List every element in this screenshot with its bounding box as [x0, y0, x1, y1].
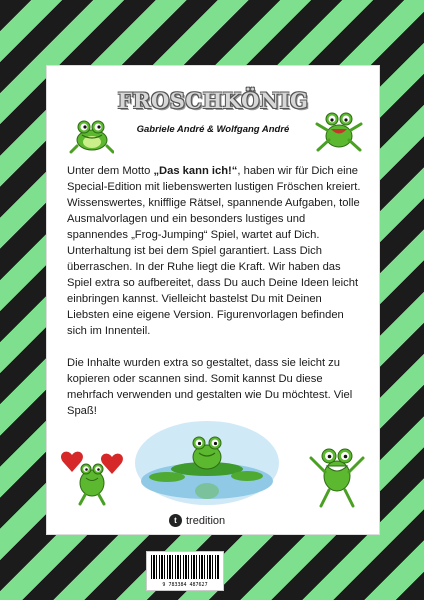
- publisher-mark: [169, 514, 225, 527]
- barcode-bars: [151, 555, 219, 579]
- waving-frog-illustration: [305, 436, 369, 508]
- description-paragraph-1: [67, 163, 361, 339]
- back-cover-panel: [47, 66, 379, 534]
- frog-with-hearts-illustration: [52, 441, 132, 506]
- description-paragraph-2: Die Inhalte wurden extra so gestaltet, dass sie leicht zu kopieren oder scannen sind. Somit kannst Du diese mehrfach verwenden und gestalten wie Du möchtest. Viel Spaß!: [67, 357, 353, 417]
- tredition-logo-icon: t: [169, 514, 182, 527]
- paragraph-lead: Unter dem Motto: [67, 165, 154, 177]
- paragraph-body: , haben wir für Dich eine Special-Edition mit liebenswerten lustigen Fröschen kreiert. Wissenswertes, knifflige Rätsel, spannende Aufgaben, tolle Ausmalvorlagen und ein besonders lustiges und spannendes „Frog-Jumping“ Spiel, wartet auf Dich. Unterhaltung ist bei dem Spiel garantiert. Lass Dich überraschen. In der Ruhe liegt die Kraft. Wir haben das Spiel extra so aufbereitet, dass Du auch Deine Ideen leicht einbringen kannst. Vielleicht bastelst Du mit Deinen Liebsten eine eigene Version. Figurenvorlagen befinden sich im Innenteil.: [67, 165, 361, 337]
- isbn-barcode: [146, 551, 224, 591]
- frog-on-lily-pad-illustration: [133, 419, 281, 511]
- motto-highlight: „Das kann ich!“: [153, 165, 238, 177]
- barcode-number: 9 783384 487627: [162, 582, 208, 588]
- book-title: FROSCHKÖNIG: [117, 88, 309, 113]
- authors-line: Gabriele André & Wolfgang André: [136, 124, 290, 135]
- publisher-name: tredition: [186, 514, 226, 527]
